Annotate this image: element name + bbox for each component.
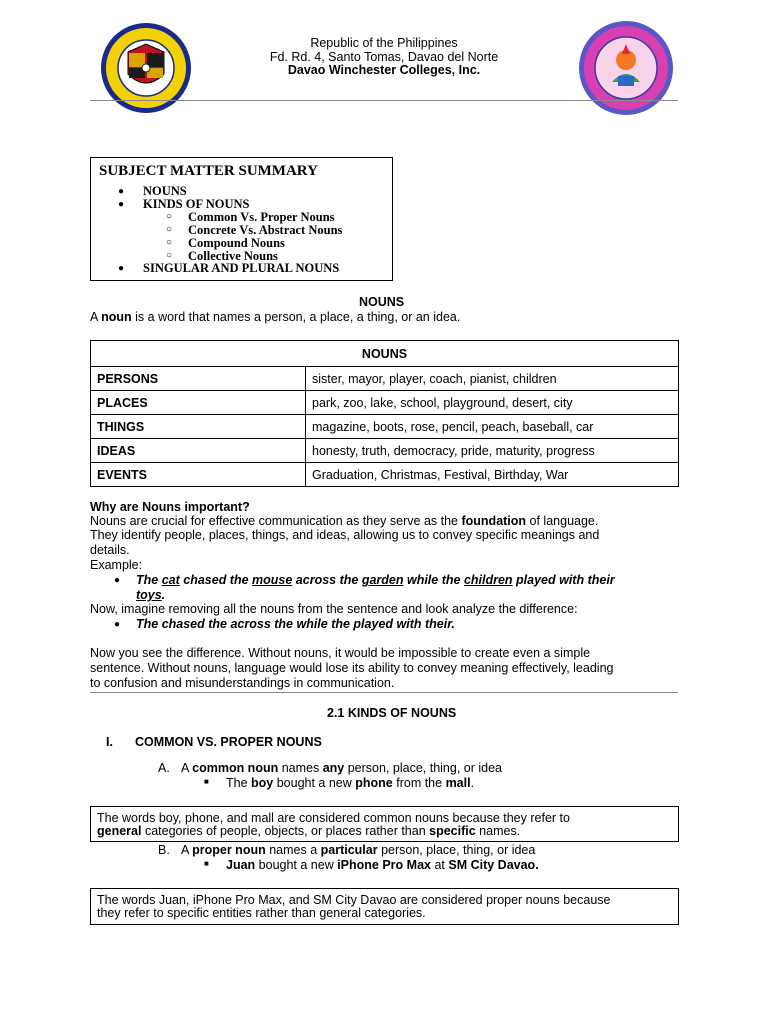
difference-paragraph-line2: sentence. Without nouns, language would lose its ability to convey meaning effectively, leading	[90, 661, 614, 675]
table-row	[91, 415, 679, 439]
summary-item-kinds: KINDS OF NOUNS	[143, 197, 250, 211]
bullet-icon: ●	[118, 263, 125, 274]
importance-paragraph-line1: Nouns are crucial for effective communication as they serve as the foundation of language.	[90, 514, 599, 528]
nouns-heading: NOUNS	[359, 295, 405, 309]
right-seal-logo	[578, 20, 674, 116]
header-school-name: Davao Winchester Colleges, Inc.	[287, 63, 481, 77]
difference-paragraph-line3: to confusion and misunderstandings in communication.	[90, 676, 395, 690]
importance-paragraph-line3: details.	[90, 543, 130, 557]
example-sentence-continuation: toys.	[136, 588, 166, 602]
bullet-icon: ●	[114, 619, 121, 630]
square-bullet-icon: ■	[204, 777, 209, 786]
proper-noun-example: Juan bought a new iPhone Pro Max at SM City Davao.	[226, 858, 539, 872]
table-cell-examples: park, zoo, lake, school, playground, desert, city	[306, 391, 679, 415]
table-row	[91, 391, 679, 415]
bullet-icon: ●	[118, 186, 125, 197]
summary-subitem-common-proper: Common Vs. Proper Nouns	[188, 210, 335, 224]
circle-bullet-icon: ○	[166, 211, 173, 222]
proper-noun-definition: A proper noun names a particular person, place, thing, or idea	[181, 843, 536, 857]
header-address: Fd. Rd. 4, Santo Tomas, Davao del Norte	[269, 50, 499, 64]
item-a-label: A.	[158, 761, 170, 775]
table-cell-category: PLACES	[91, 391, 306, 415]
table-cell-category: IDEAS	[91, 439, 306, 463]
table-cell-examples: sister, mayor, player, coach, pianist, children	[306, 367, 679, 391]
bullet-icon: ●	[118, 199, 125, 210]
common-noun-explanation-line2: general categories of people, objects, or places rather than specific names.	[97, 824, 521, 838]
bullet-icon: ●	[114, 575, 121, 586]
common-noun-definition: A common noun names any person, place, thing, or idea	[181, 761, 502, 775]
common-noun-explanation-line1: The words boy, phone, and mall are considered common nouns because they refer to	[97, 811, 570, 825]
summary-subitem-compound: Compound Nouns	[188, 236, 285, 250]
example-sentence-with-nouns: The cat chased the mouse across the garden while the children played with their	[136, 573, 615, 587]
example-sentence-without-nouns: The chased the across the while the played with their.	[136, 617, 455, 631]
importance-paragraph-line2: They identify people, places, things, and ideas, allowing us to convey specific meanings and	[90, 528, 600, 542]
section-divider	[90, 692, 678, 693]
summary-item-nouns: NOUNS	[143, 184, 187, 198]
common-proper-title: COMMON VS. PROPER NOUNS	[135, 735, 322, 749]
table-row	[91, 439, 679, 463]
table-cell-category: THINGS	[91, 415, 306, 439]
common-noun-example: The boy bought a new phone from the mall.	[226, 776, 475, 790]
table-cell-examples: Graduation, Christmas, Festival, Birthday, War	[306, 463, 679, 487]
table-cell-examples: magazine, boots, rose, pencil, peach, baseball, car	[306, 415, 679, 439]
item-b-label: B.	[158, 843, 170, 857]
proper-noun-explanation-line2: they refer to specific entities rather than general categories.	[97, 906, 426, 920]
table-cell-examples: honesty, truth, democracy, pride, maturity, progress	[306, 439, 679, 463]
table-cell-category: PERSONS	[91, 367, 306, 391]
summary-subitem-concrete-abstract: Concrete Vs. Abstract Nouns	[188, 223, 343, 237]
table-cell-category: EVENTS	[91, 463, 306, 487]
summary-subitem-collective: Collective Nouns	[188, 249, 278, 263]
importance-heading: Why are Nouns important?	[90, 500, 250, 514]
nouns-table	[90, 340, 679, 487]
section-roman-numeral: I.	[106, 735, 113, 749]
summary-title: SUBJECT MATTER SUMMARY	[99, 163, 318, 179]
difference-paragraph-line1: Now you see the difference. Without nouns, it would be impossible to create even a simple	[90, 646, 591, 660]
circle-bullet-icon: ○	[166, 237, 173, 248]
summary-item-singular-plural: SINGULAR AND PLURAL NOUNS	[143, 261, 340, 275]
table-header-row	[91, 341, 679, 367]
header-republic: Republic of the Philippines	[310, 36, 458, 50]
table-row	[91, 463, 679, 487]
circle-bullet-icon: ○	[166, 224, 173, 235]
proper-noun-explanation-line1: The words Juan, iPhone Pro Max, and SM City Davao are considered proper nouns because	[97, 893, 611, 907]
noun-definition: A noun is a word that names a person, a place, a thing, or an idea.	[90, 310, 461, 324]
circle-bullet-icon: ○	[166, 250, 173, 261]
now-imagine-text: Now, imagine removing all the nouns from the sentence and look analyze the difference:	[90, 602, 578, 616]
table-row	[91, 367, 679, 391]
table-header-cell: NOUNS	[91, 341, 679, 367]
square-bullet-icon: ■	[204, 859, 209, 868]
header-divider	[90, 100, 678, 101]
example-label: Example:	[90, 558, 143, 572]
kinds-heading: 2.1 KINDS OF NOUNS	[327, 706, 457, 720]
